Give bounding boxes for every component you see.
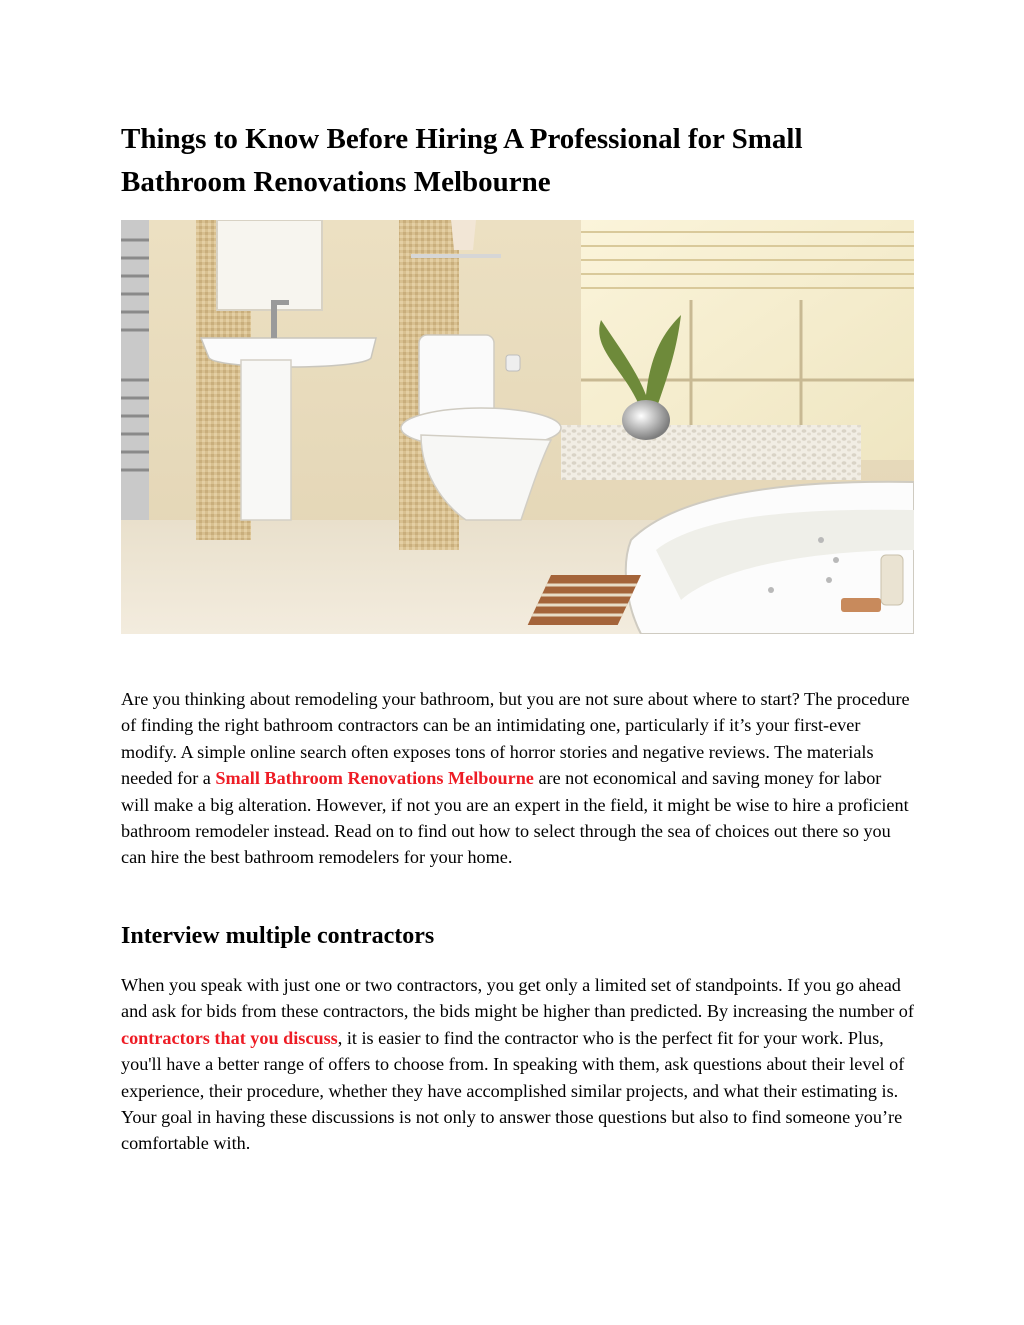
intro-text-after: are not economical and saving money for labor will make a big alteration. However, if not you are an expert in the field, it might be wise to hire a proficient bathroom remodeler instead. Read on to find out how to select through the sea of choices out there so you can hire the best bathroom remodelers for your home.: [121, 768, 909, 868]
contractors-link[interactable]: contractors that you discuss: [121, 1027, 338, 1048]
bathroom-photo-icon: [121, 220, 914, 634]
section-heading: Interview multiple contractors: [121, 923, 435, 949]
intro-paragraph: [121, 686, 914, 871]
section-text-after: , it is easier to find the contractor who is the perfect fit for your work. Plus, you'll have a better range of offers to choose from. In speaking with them, ask questions about their level of experience, their procedure, whether they have accomplished similar projects, and what their estimating is. Your goal in having these discussions is not only to answer those questions but also to find someone you’re comfortable with.: [121, 1027, 905, 1154]
bathroom-photo: [121, 220, 914, 634]
small-bathroom-renovations-link[interactable]: Small Bathroom Renovations Melbourne: [215, 768, 534, 789]
section-text-before: When you speak with just one or two contractors, you get only a limited set of standpoints. If you go ahead and ask for bids from these contractors, the bids might be higher than predicted. By increasing the number of: [121, 975, 914, 1022]
section-paragraph: [121, 972, 914, 1157]
page-title: Things to Know Before Hiring A Professional for Small Bathroom Renovations Melbourne: [121, 123, 803, 198]
intro-text-before: Are you thinking about remodeling your bathroom, but you are not sure about where to start? The procedure of finding the right bathroom contractors can be an intimidating one, particularly if it’s your first-ever modify. A simple online search often exposes tons of horror stories and negative reviews. The materials needed for a: [121, 689, 910, 789]
